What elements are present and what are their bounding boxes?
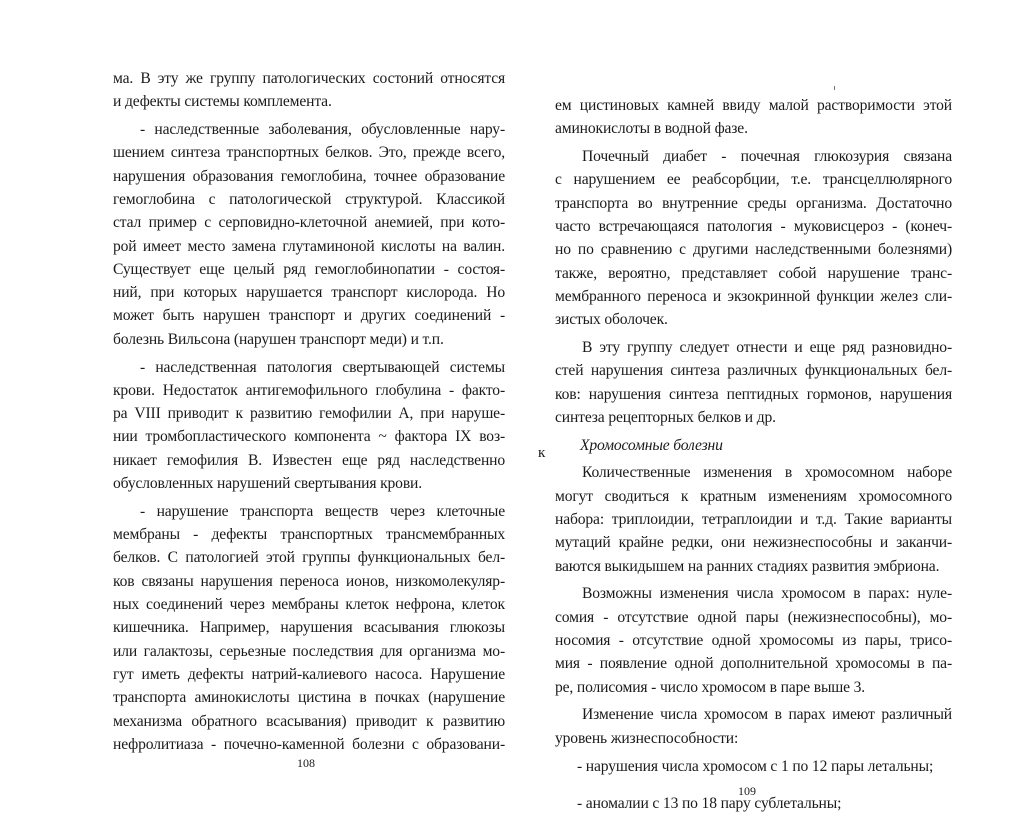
- text-line: зистых оболочек.: [555, 311, 668, 329]
- text-line: носомия - отсутствие одной хромосомы из пары, трисо-: [555, 632, 952, 650]
- text-line: с нарушением ее реабсорбции, т.е. трансцеллюлярного: [555, 171, 952, 189]
- text-line: мутаций крайне редки, они нежизнеспособны и заканчи-: [555, 534, 952, 552]
- text-line: обусловленных нарушений свертывания крови.: [113, 475, 422, 493]
- text-line: белков. С патологией этой группы функциональных бел-: [113, 549, 505, 567]
- text-line: синтеза рецепторных белков и др.: [555, 408, 776, 426]
- text-line: рой имеет место замена глутаминоной кислоты на валин.: [113, 237, 505, 255]
- margin-mark: к: [538, 445, 546, 461]
- text-line: и дефекты системы комплемента.: [113, 93, 332, 111]
- paragraph: [113, 118, 505, 351]
- text-line: но по сравнению с другими наследственными болезнями): [555, 241, 952, 259]
- paragraph: [555, 582, 952, 698]
- text-line: ваются выкидышем на ранних стадиях развития эмбриона.: [555, 557, 940, 575]
- text-line: - наследственная патология свертывающей системы: [140, 358, 505, 376]
- section-heading: [555, 434, 952, 457]
- text-line: ков: нарушения синтеза пептидных гормонов, нарушения: [555, 385, 952, 403]
- text-line: стал пример с серповидно-клеточной анемией, при кото-: [113, 214, 505, 232]
- text-line: может быть нарушен транспорт и других соединений -: [113, 307, 505, 325]
- text-line: Хромосомные болезни: [580, 436, 723, 454]
- text-line: крови. Недостаток антигемофильного глобулина - факто-: [113, 381, 505, 399]
- text-line: ний, при которых нарушается транспорт кислорода. Но: [113, 284, 505, 302]
- text-line: шением синтеза транспортных белков. Это, прежде всего,: [113, 144, 505, 162]
- left-page: [113, 67, 505, 761]
- paragraph: [555, 703, 952, 750]
- text-line: никает гемофилия В. Известен еще ряд наследственно: [113, 451, 505, 469]
- text-line: уровень жизнеспособности:: [555, 729, 739, 747]
- text-line: ма. В эту же группу патологических состоний относятся: [113, 70, 505, 87]
- text-line: также, вероятно, представляет собой нарушение транс-: [555, 264, 952, 282]
- text-line: механизма обратного всасывания) приводит к развитию: [113, 712, 505, 730]
- text-line: ем цистиновых камней ввиду малой растворимости этой: [555, 97, 952, 114]
- text-line: нарушения образования гемоглобина, точнее образование: [113, 167, 505, 185]
- text-line: нии тромбопластического компонента ~ фактора IX воз-: [113, 428, 505, 446]
- paragraph: [555, 755, 952, 778]
- text-line: мия - появление одной дополнительной хромосомы в па-: [555, 655, 952, 673]
- text-line: аминокислоты в водной фазе.: [555, 120, 748, 138]
- right-page: [555, 94, 952, 820]
- text-line: В эту группу следует отнести и еще ряд разновидно-: [582, 338, 952, 356]
- text-line: часто встречающаяся патология - муковисцероз - (конеч-: [555, 217, 952, 235]
- paragraph: [555, 94, 952, 141]
- paragraph: [113, 356, 505, 496]
- text-line: - нарушение транспорта веществ через клеточные: [140, 502, 505, 520]
- text-line: Существует еще целый ряд гемоглобинопатии - состоя-: [113, 260, 505, 278]
- text-line: кишечника. Например, нарушения всасывания глюкозы: [113, 619, 505, 637]
- text-line: стей нарушения синтеза различных функциональных бел-: [555, 362, 952, 380]
- text-line: или галактозы, серьезные последствия для организма мо-: [113, 642, 505, 660]
- page-number-right: 109: [738, 784, 756, 798]
- text-line: Возможны изменения числа хромосом в парах: нуле-: [582, 585, 952, 603]
- text-line: гут иметь дефекты натрий-калиевого насоса. Нарушение: [113, 665, 505, 683]
- text-line: болезнь Вильсона (нарушен транспорт меди) и т.п.: [113, 330, 444, 348]
- page-number-left: 108: [297, 756, 315, 770]
- text-line: Количественные изменения в хромосомном наборе: [582, 464, 952, 482]
- text-line: ков связаны нарушения переноса ионов, низкомолекуляр-: [113, 572, 505, 590]
- text-line: ра VIII приводит к развитию гемофилии А, при наруше-: [113, 405, 505, 423]
- text-line: сомия - отсутствие одной пары (нежизнеспособны), мо-: [555, 608, 952, 626]
- text-line: ре, полисомия - число хромосом в паре выше 3.: [555, 678, 866, 696]
- text-line: гемоглобина с патологической структурой. Классикой: [113, 190, 505, 208]
- paragraph: [555, 336, 952, 429]
- text-line: Почечный диабет - почечная глюкозурия связана: [582, 148, 952, 166]
- scan-speck: [834, 86, 835, 90]
- text-line: транспорта аминокислоты цистина в почках (нарушение: [113, 689, 505, 707]
- text-line: нефролитиаза - почечно-каменной болезни с образовани-: [113, 735, 505, 753]
- text-line: набора: триплоидии, тетраплоидии и т.д. Такие варианты: [555, 511, 952, 529]
- text-line: - аномалии с 13 по 18 пару сублетальны;: [577, 794, 842, 812]
- text-line: транспорта во внутренние среды организма. Достаточно: [555, 194, 952, 212]
- paragraph: [555, 145, 952, 331]
- paragraph: [555, 461, 952, 577]
- paragraph: [113, 67, 505, 114]
- text-line: - наследственные заболевания, обусловленные нару-: [140, 121, 505, 139]
- text-line: мембранного переноса и экзокринной функции желез сли-: [555, 287, 952, 305]
- text-line: могут сводиться к кратным изменениям хромосомного: [555, 487, 952, 505]
- text-line: Изменение числа хромосом в парах имеют различный: [582, 706, 952, 724]
- text-line: ных соединений через мембраны клеток нефрона, клеток: [113, 596, 505, 614]
- paragraph: [113, 500, 505, 756]
- text-line: - нарушения числа хромосом с 1 по 12 пары летальны;: [577, 757, 934, 775]
- text-line: мембраны - дефекты транспортных трансмембранных: [113, 526, 505, 544]
